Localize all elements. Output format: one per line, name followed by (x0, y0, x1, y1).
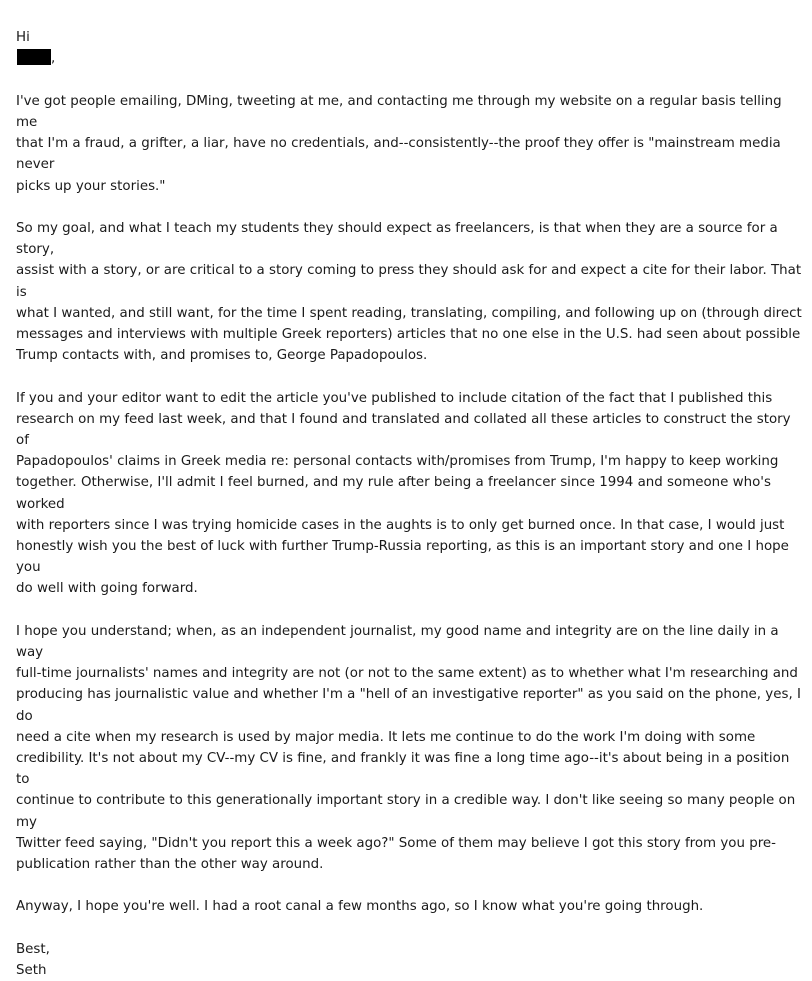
email-body (16, 6, 806, 981)
paragraph-4: I hope you understand; when, as an independent journalist, my good name and integrity are on the line daily in a way full-time journalists' names and integrity are not (or not to the same extent) as to whether what I'm researching and producing has journalistic value and whether I'm a "hell of an investigative reporter" as you said on the phone, yes, I do need a cite when my research is used by major media. It lets me continue to do the work I'm doing with some credibility. It's not about my CV--my CV is fine, and frankly it was fine a long time ago--it's about being in a position to continue to contribute to this generationally important story in a credible way. I don't like seeing so many people on my Twitter feed saying, "Didn't you report this a week ago?" Some of them may believe I got this story from you pre- publication rather than the other way around. (16, 623, 801, 873)
closing: Best, (16, 941, 50, 957)
paragraph-5: Anyway, I hope you're well. I had a root canal a few months ago, so I know what you're going through. (16, 899, 704, 915)
redacted-name-block (17, 49, 51, 65)
greeting-prefix: Hi (16, 30, 30, 46)
greeting-suffix: , (51, 51, 56, 67)
paragraph-3: If you and your editor want to edit the article you've published to include citation of the fact that I published this research on my feed last week, and that I found and translated and collated all these articles to construct the story of Papadopoulos' claims in Greek media re: personal contacts with/promises from Trump, I'm happy to keep working together. Otherwise, I'll admit I feel burned, and my rule after being a freelancer since 1994 and someone who's worked with reporters since I was trying homicide cases in the aughts is to only get burned once. In that case, I would just honestly wish you the best of luck with further Trump-Russia reporting, as this is an important story and one I hope you do well with going forward. (16, 390, 791, 597)
signature: Seth (16, 963, 47, 979)
signoff (16, 939, 806, 981)
paragraph-2: So my goal, and what I teach my students they should expect as freelancers, is that when they are a source for a story, assist with a story, or are critical to a story coming to press they should ask for and expect a cite for their labor. That is what I wanted, and still want, for the time I spent reading, translating, compiling, and following up on (through direct messages and interviews with multiple Greek reporters) articles that no one else in the U.S. had seen about possible Trump contacts with, and promises to, George Papadopoulos. (16, 221, 802, 364)
paragraph-1: I've got people emailing, DMing, tweeting at me, and contacting me through my website on a regular basis telling me that I'm a fraud, a grifter, a liar, have no credentials, and--consistently--the proof they offer is "mainstream media never picks up your stories." (16, 93, 782, 194)
greeting (16, 6, 806, 70)
